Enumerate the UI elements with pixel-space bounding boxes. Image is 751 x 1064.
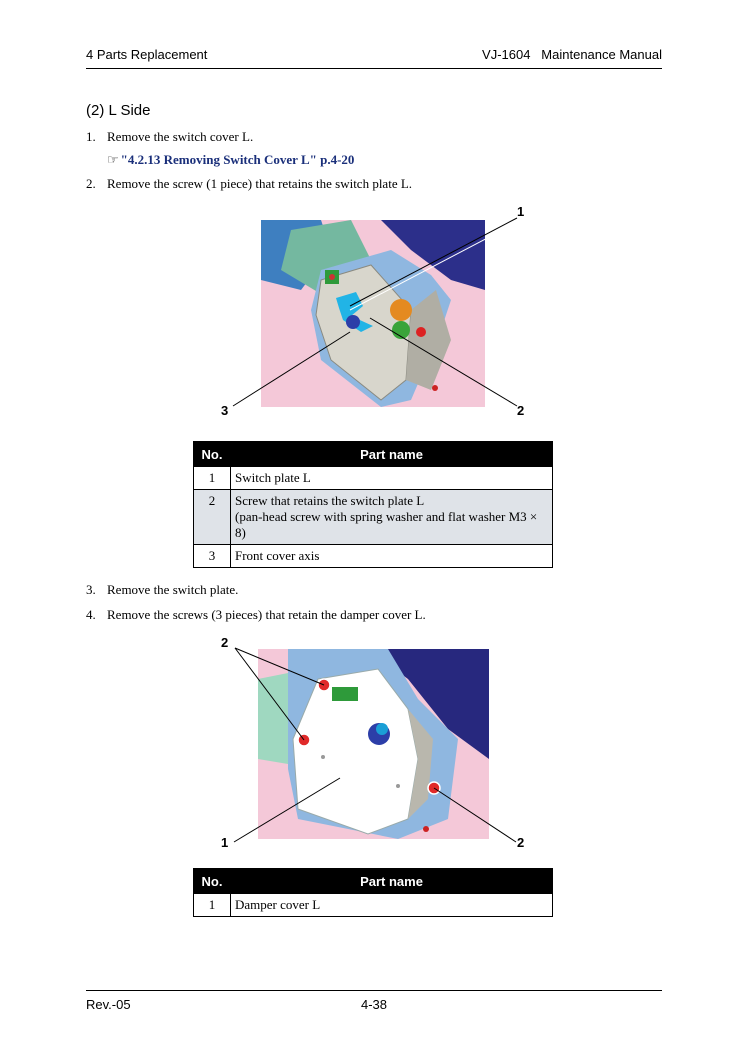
step-number: 3. [86, 582, 96, 597]
part-name: Damper cover L [231, 894, 553, 917]
step-4 [86, 607, 426, 623]
parts-table-2 [193, 868, 553, 917]
header-rule [86, 68, 662, 69]
pointing-hand-icon: ☞ [107, 152, 119, 167]
part-name: Front cover axis [231, 545, 553, 568]
part-name: Switch plate L [231, 467, 553, 490]
parts-table-1 [193, 441, 553, 568]
table-row [194, 467, 553, 490]
column-header-part-name: Part name [231, 869, 553, 894]
callout-label: 2 [517, 403, 525, 418]
part-name: Screw that retains the switch plate L (pan-head screw with spring washer and flat washer M3 × 8) [231, 490, 553, 545]
footer-page-number: 4-38 [361, 997, 388, 1012]
table-row [194, 545, 553, 568]
row-number: 1 [194, 467, 231, 490]
column-header-no: No. [194, 869, 231, 894]
row-number: 2 [194, 490, 231, 545]
callout-label: 1 [221, 835, 229, 850]
row-number: 3 [194, 545, 231, 568]
cross-reference-link[interactable] [107, 152, 354, 168]
step-number: 4. [86, 607, 96, 622]
step-text: Remove the switch cover L. [107, 129, 254, 144]
xref-text: "4.2.13 Removing Switch Cover L" p.4-20 [120, 152, 355, 167]
step-3 [86, 582, 238, 598]
callout-label: 2 [517, 835, 525, 850]
section-title: (2) L Side [86, 102, 151, 119]
step-1 [86, 129, 253, 145]
column-header-no: No. [194, 442, 231, 467]
step-number: 2. [86, 176, 96, 191]
table-row [194, 894, 553, 917]
column-header-part-name: Part name [231, 442, 553, 467]
figure-switch-plate [200, 200, 550, 425]
callout-label: 2 [221, 635, 229, 650]
step-text: Remove the switch plate. [107, 582, 239, 597]
step-2 [86, 176, 412, 192]
footer-rule [86, 990, 662, 991]
damper-cover-illustration [200, 630, 550, 852]
figure-damper-cover [200, 630, 550, 852]
step-text: Remove the screws (3 pieces) that retain the damper cover L. [107, 607, 426, 622]
table-row [194, 490, 553, 545]
callout-label: 1 [517, 204, 525, 219]
footer-revision: Rev.-05 [86, 997, 131, 1012]
callout-label: 3 [221, 403, 229, 418]
header-section-title: 4 Parts Replacement [86, 47, 208, 62]
step-text: Remove the screw (1 piece) that retains the switch plate L. [107, 176, 413, 191]
switch-plate-illustration [200, 200, 550, 425]
header-manual-title: VJ-1604 Maintenance Manual [482, 47, 662, 62]
step-number: 1. [86, 129, 96, 144]
row-number: 1 [194, 894, 231, 917]
